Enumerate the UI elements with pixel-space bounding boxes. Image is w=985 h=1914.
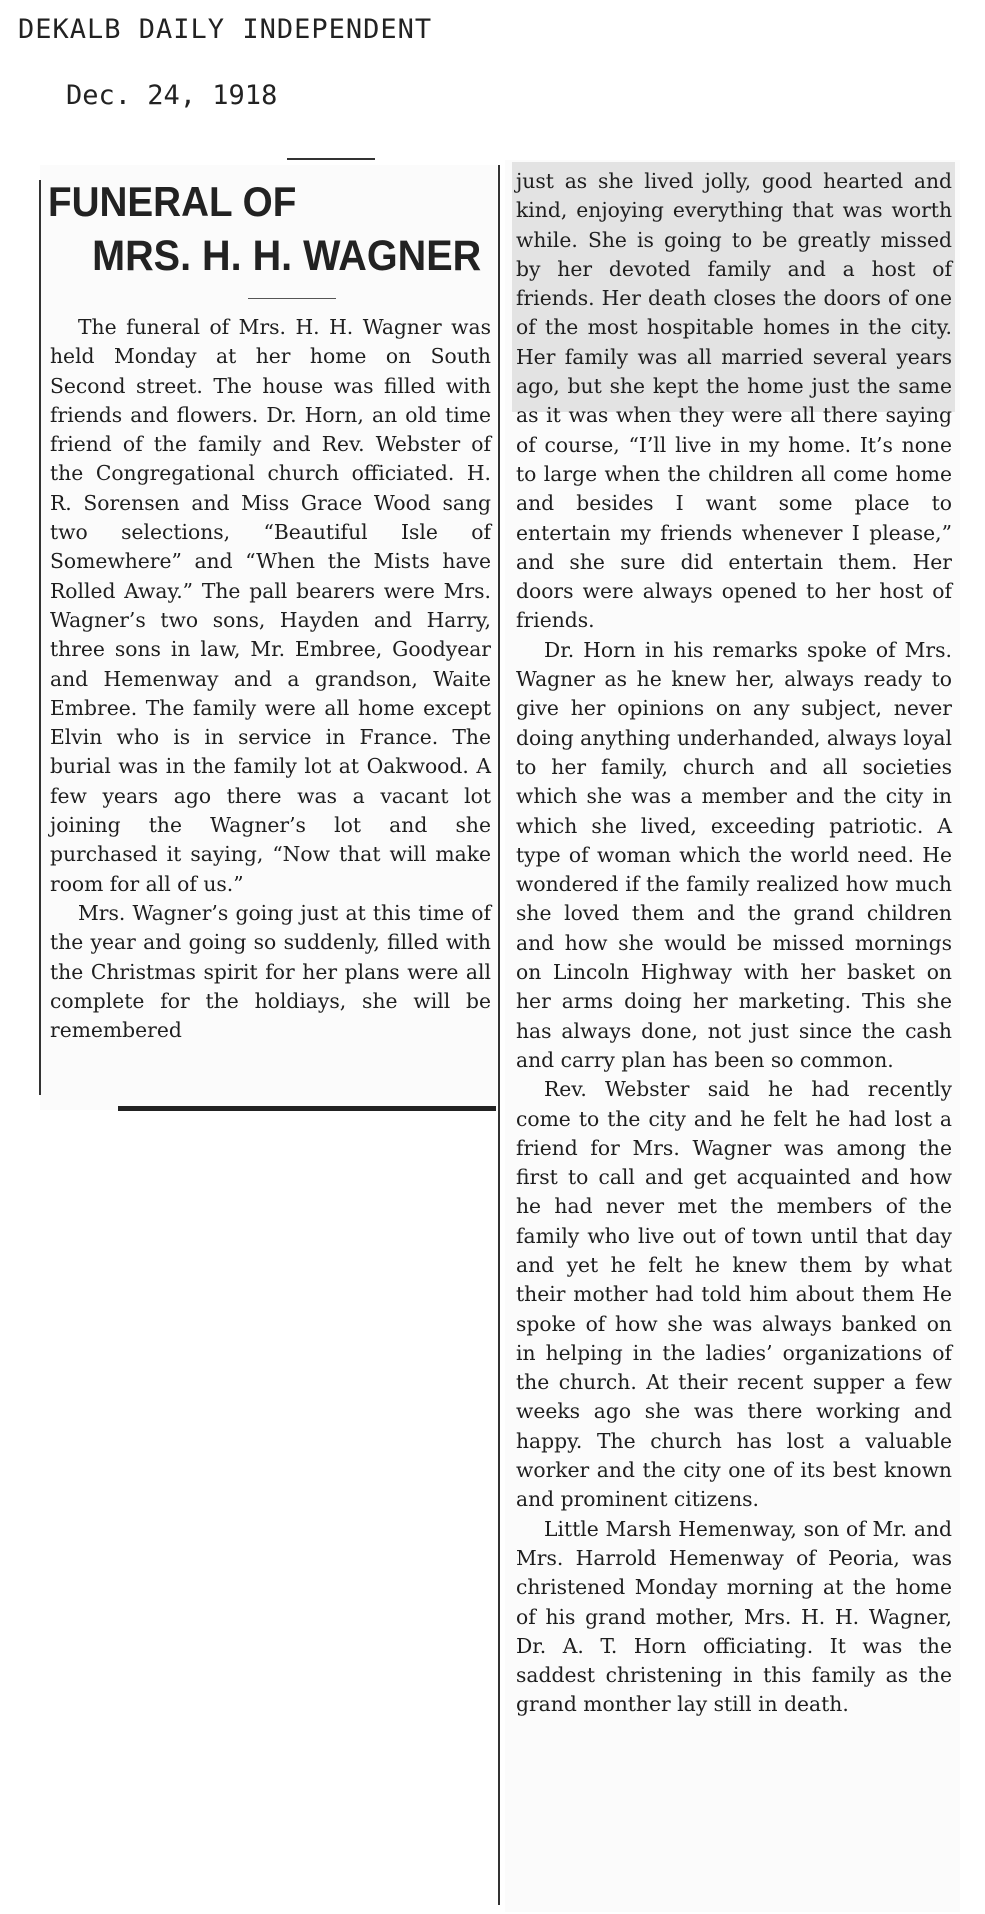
paragraph: just as she lived jolly, good hearted and kind, enjoying everything that was worth while. She is going to be greatly missed by her devoted family and a host of friends. Her death closes the doors of one of the most hospitable homes in the city. Her family was all married several years ago, but she kept the home just the same as it was when they were all there saying of course, “I’ll live in my home. It’s none to large when the children all come home and besides I want some place to entertain my friends whenever I please,” and she sure did entertain them. Her doors were always opened to her host of friends.: [516, 169, 952, 633]
publication-name: DEKALB DAILY INDEPENDENT: [18, 14, 433, 45]
paragraph: Dr. Horn in his remarks spoke of Mrs. Wagner as he knew her, always ready to give her opinions on any subject, never doing anything underhanded, always loyal to her family, church and all societies which she was a member and the city in which she lived, exceeding patriotic. A type of woman which the world need. He wondered if the family realized how much she loved them and the grand children and how she would be missed mornings on Lincoln Highway with her basket on her arms doing her marketing. This she has always done, not just since the cash and carry plan has been so common.: [516, 637, 952, 1072]
article-right-column: [516, 167, 952, 1720]
article-left-column: [50, 313, 491, 1045]
article-headline: [48, 176, 493, 284]
publication-date: Dec. 24, 1918: [66, 80, 278, 111]
headline-line-1: FUNERAL OF: [48, 178, 297, 225]
column-divider-rule: [498, 165, 500, 1905]
article-end-rule: [118, 1106, 496, 1111]
paragraph: Little Marsh Hemenway, son of Mr. and Mrs. Harrold Hemenway of Peoria, was christened Monday morning at the home of his grand mother, Mrs. H. H. Wagner, Dr. A. T. Horn officiating. It was the saddest christening in this family as the grand monther lay still in death.: [516, 1516, 952, 1717]
paragraph: Mrs. Wagner’s going just at this time of the year and going so suddenly, filled with the Christmas spirit for her plans were all complete for the holdiays, she will be remembered: [50, 900, 491, 1043]
left-border-rule: [39, 180, 41, 1095]
paragraph: Rev. Webster said he had recently come to the city and he felt he had lost a friend for Mrs. Wagner was among the first to call and get acquainted and how he had never met the members of the family who live out of town until that day and yet he felt he knew them by what their mother had told him about them He spoke of how she was always banked on in helping in the ladies’ organizations of the church. At their recent supper a few weeks ago she was there working and happy. The church has lost a valuable worker and the city one of its best known and prominent citizens.: [516, 1077, 952, 1512]
headline-line-2: MRS. H. H. WAGNER: [92, 232, 482, 280]
column-top-rule: [287, 158, 375, 160]
headline-rule: [248, 298, 336, 299]
paragraph: The funeral of Mrs. H. H. Wagner was held Monday at her home on South Second street. The house was filled with friends and flowers. Dr. Horn, an old time friend of the family and Rev. Webster of the Congregational church officiated. H. R. Sorensen and Miss Grace Wood sang two selections, “Beautiful Isle of Somewhere” and “When the Mists have Rolled Away.” The pall bearers were Mrs. Wagner’s two sons, Hayden and Harry, three sons in law, Mr. Embree, Goodyear and Hemenway and a grandson, Waite Embree. The family were all home except Elvin who is in service in France. The burial was in the family lot at Oakwood. A few years ago there was a vacant lot joining the Wagner’s lot and she purchased it saying, “Now that will make room for all of us.”: [50, 315, 491, 896]
